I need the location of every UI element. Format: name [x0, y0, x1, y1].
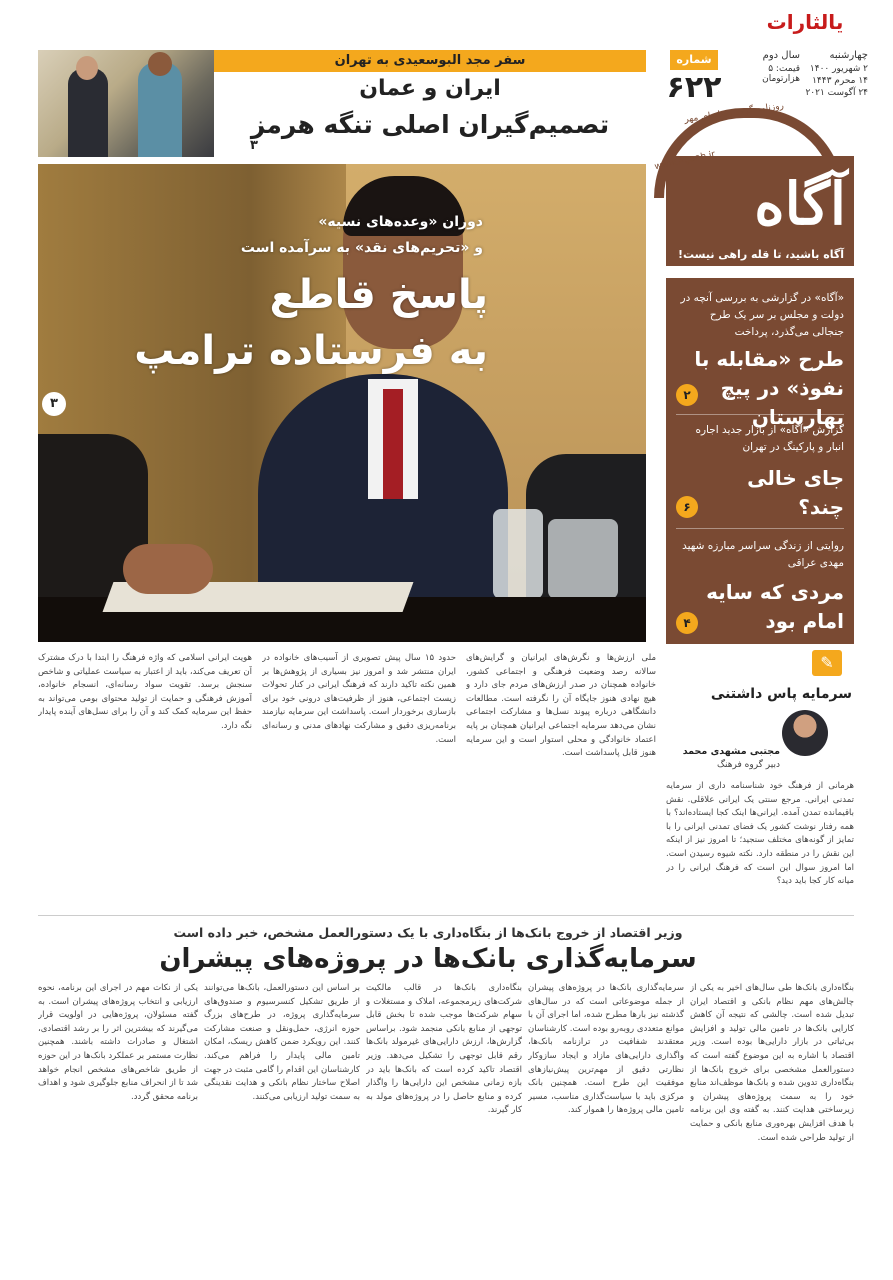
top-story-page-ref: ۳ — [250, 138, 258, 153]
sidebar-item-title[interactable]: جای خالی چند؟ — [747, 466, 844, 519]
issue-day: چهارشنبه — [829, 50, 868, 61]
top-story-title-line2[interactable]: تصمیم‌گیران اصلی تنگه هرمز — [250, 110, 610, 139]
issue-price: قیمت: ۵ هزارتومان — [762, 64, 800, 84]
masthead — [654, 100, 854, 274]
column-lead-text: هرمانی از فرهنگ خود شناسنامه داری از سرمایه تمدنی ایرانی. مرجع سنتی یک ایرانی علاقلی. نقش باقیمانده تمدن آمده. ایرانی‌ها اینک کجا ایستاده‌اند؟ با همه رفتار نوشت کشور یک فضای تمدنی ایرانی را با تمایز از گونه‌های مختلف سنجید؛ تا امروز نیز از اینکه این نقش را در منطقه دارد. نکته شیوه رسیدن است. اما امروز سوال این است که فرهنگ ایرانی را در میانه کار کجا باید دید؟ — [666, 781, 854, 887]
sidebar-teasers — [666, 278, 854, 644]
column-title[interactable]: سرمایه پاس داشتنی — [710, 686, 852, 702]
brand-logo: یالثارات — [766, 10, 844, 34]
top-story-photo — [38, 50, 214, 157]
issue-label: شماره — [670, 50, 718, 70]
main-story-title-line1[interactable]: پاسخ قاطع — [269, 272, 488, 318]
column-author: مجتبی مشهدی محمد — [682, 746, 780, 757]
top-story-kicker: سفر مجد البوسعیدی به تهران — [214, 50, 646, 72]
masthead-site[interactable]: www.Agaah.ir — [653, 149, 717, 173]
column-body-col: ملی ارزش‌ها و نگرش‌های ایرانیان و گرایش‌های سالانه رصد وضعیت فرهنگی و اجتماعی کشور، خانواده همچنان در صدر ارزش‌های مردم جای دارد و هیچ نهادی هنوز جایگاه آن را نگرفته است. مطالعات دانشگاهی درباره پیوند نسل‌ها و مشارکت اجتماعی نشان می‌دهد سرمایه اجتماعی ایرانیان همچنان بر پایه اعتماد خانوادگی و محلی استوار است و این سرمایه هنوز قابل پاسداشت است. — [466, 653, 656, 759]
bottom-story-col: سرمایه‌گذاری بانک‌ها در پروژه‌های پیشران از جمله موضوعاتی است که در سال‌های گذشته نیز بارها مطرح شده، اما اجرای آن با موانع متعددی روبه‌رو بوده است. کارشناسان معتقدند شفافیت در ترازنامه بانک‌ها، واگذاری دارایی‌های مازاد و ایجاد سازوکار نظارتی دقیق از مهم‌ترین پیش‌نیازهای موفقیت این طرح است. همچنین بانک مرکزی باید با سیاست‌گذاری مناسب، مسیر تامین مالی پروژه‌ها را هموار کند. — [528, 983, 684, 1116]
main-story-kicker-line2: و «تحریم‌های نقد» به سرآمده است — [240, 240, 483, 256]
sidebar-divider — [676, 528, 844, 529]
sidebar-item-title[interactable]: مردی که سایه امام بود — [706, 580, 844, 633]
bottom-story-kicker: وزیر اقتصاد از خروج بانک‌ها از بنگاه‌داری با یک دستورالعمل مشخص، خبر داده است — [173, 925, 683, 940]
pencil-icon: ✎ — [812, 650, 842, 676]
main-story-kicker-line1: دوران «وعده‌های نسیه» — [318, 214, 483, 230]
bottom-story-col: بنگاه‌داری بانک‌ها طی سال‌های اخیر به یکی از چالش‌های مهم نظام بانکی و اقتصاد ایران تبدیل شده است. چالشی که نتیجه آن کاهش کارایی بانک‌ها در تامین مالی تولید و افزایش بی‌ثباتی در بازار دارایی‌ها بوده است. وزیر اقتصاد با اشاره به این موضوع گفته است که دستورالعمل مشخصی برای خروج بانک‌ها از بنگاه‌داری تدوین شده و بانک‌ها موظف‌اند منابع خود را به سمت پروژه‌های پیشران و زیرساختی هدایت کنند. به گفته وی این برنامه با هدف افزایش بهره‌وری منابع بانکی و حمایت از تولید طراحی شده است. — [690, 983, 854, 1143]
sidebar-item[interactable] — [666, 290, 854, 432]
masthead-tagline: آگاه باشید، تا قله راهی نیست! — [678, 248, 844, 261]
main-story-title-line2[interactable]: به فرستاده ترامپ — [134, 328, 488, 374]
bottom-story-col: یکی از نکات مهم در اجرای این برنامه، نحوه ارزیابی و انتخاب پروژه‌های پیشران است. به گفته مسئولان، پروژه‌هایی در اولویت قرار می‌گیرند که بیشترین اثر را بر رشد اقتصادی، اشتغال و صادرات داشته باشند. همچنین نظارت مستمر بر عملکرد بانک‌ها در این حوزه از طریق شاخص‌های مشخص انجام خواهد شد تا از انحراف منابع جلوگیری شود و اهداف برنامه محقق گردد. — [38, 983, 198, 1102]
column-author-role: دبیر گروه فرهنگ — [716, 760, 780, 770]
issue-year: سال دوم — [762, 50, 800, 61]
section-divider — [38, 915, 854, 916]
issue-number: ۶۲۲ — [666, 70, 722, 105]
sidebar-item-title[interactable]: طرح «مقابله با نفوذ» در پیچ بهارستان — [694, 347, 844, 429]
bottom-story-title[interactable]: سرمایه‌گذاری بانک‌ها در پروژه‌های پیشران — [159, 944, 697, 974]
masthead-logo: آگاه — [754, 170, 846, 238]
bottom-story-col: بنگاه‌داری بانک‌ها در قالب مالکیت شرکت‌های زیرمجموعه، املاک و مستغلات و سهام شرکت‌ها موجب شده تا بخش قابل توجهی از منابع بانکی منجمد شود. براساس گزارش‌ها، ارزش دارایی‌های غیرمولد بانک‌ها رقم قابل توجهی را تشکیل می‌دهد. وزیر اقتصاد تاکید کرده است که بانک‌ها باید در بازه زمانی مشخص این دارایی‌ها را واگذار کرده و منابع حاصل را در پروژه‌های مولد به کار گیرند. — [366, 983, 522, 1116]
issue-date-gregorian: ۲۴ آگوست ۲۰۲۱ — [805, 88, 868, 98]
column-body-col: حدود ۱۵ سال پیش تصویری از آسیب‌های خانواده در ایران منتشر شد و امروز نیز بسیاری از پژوهش‌ها بر همین نکته تاکید دارند که فرهنگ ایرانی در کنار تحولات زیست اجتماعی، هنوز از ظرفیت‌های درونی خود برای بازسازی برخوردار است. پاسداشت این سرمایه نیازمند برنامه‌ریزی دقیق و مشارکت نهادهای مدنی و رسانه‌ای است. — [262, 653, 456, 745]
main-story-photo — [38, 164, 646, 642]
sidebar-item-page: ۴ — [676, 612, 698, 634]
sidebar-item-lead: روایتی از زندگی سراسر مبارزه شهید مهدی عراقی — [682, 540, 844, 569]
column-body-col: هویت ایرانی اسلامی که واژه فرهنگ را ابتدا با درک مشترک آن تعریف می‌کند، باید از اعتبار به سیاست عملیاتی و شاخص سنجش برسد. تقویت سواد رسانه‌ای، انسجام خانواده، آموزش فرهنگی و حمایت از تولید محتوای بومی می‌تواند به حفظ این سرمایه کمک کند و آن را برای نسل‌های آینده پایدار نگه دارد. — [38, 653, 252, 731]
top-story-title-line1[interactable]: ایران و عمان — [359, 76, 501, 101]
sidebar-item-page: ۲ — [676, 384, 698, 406]
issue-date-shamsi: ۲ شهریور ۱۴۰۰ — [809, 64, 868, 74]
bottom-story-col: بر اساس این دستورالعمل، بانک‌ها می‌توانند از طریق تشکیل کنسرسیوم و صندوق‌های سرمایه‌گذاری پروژه، در طرح‌های بزرگ حوزه انرژی، حمل‌ونقل و صنعت مشارکت کنند. این رویکرد ضمن کاهش ریسک، امکان تامین مالی پایدار را فراهم می‌کند. کارشناسان این اقدام را گامی مثبت در جهت اصلاح ساختار نظام بانکی و هدایت نقدینگی به سمت تولید ارزیابی می‌کنند. — [204, 983, 360, 1102]
sidebar-item-page: ۶ — [676, 496, 698, 518]
sidebar-divider — [676, 414, 844, 415]
sidebar-item-lead: گزارش «آگاه» از بازار جدید اجاره انبار و پارکینگ در تهران — [695, 424, 844, 453]
author-avatar — [782, 710, 828, 756]
issue-date-hijri: ۱۴ محرم ۱۴۴۳ — [812, 76, 868, 86]
sidebar-item-lead: «آگاه» در گزارشی به بررسی آنچه در دولت و مجلس بر سر یک طرح جنجالی می‌گذرد، پرداخت — [680, 292, 844, 338]
masthead-subtitle: روزنامه گروه رسانه‌ای مهر — [683, 101, 785, 125]
main-story-page-ref: ۳ — [42, 392, 66, 416]
